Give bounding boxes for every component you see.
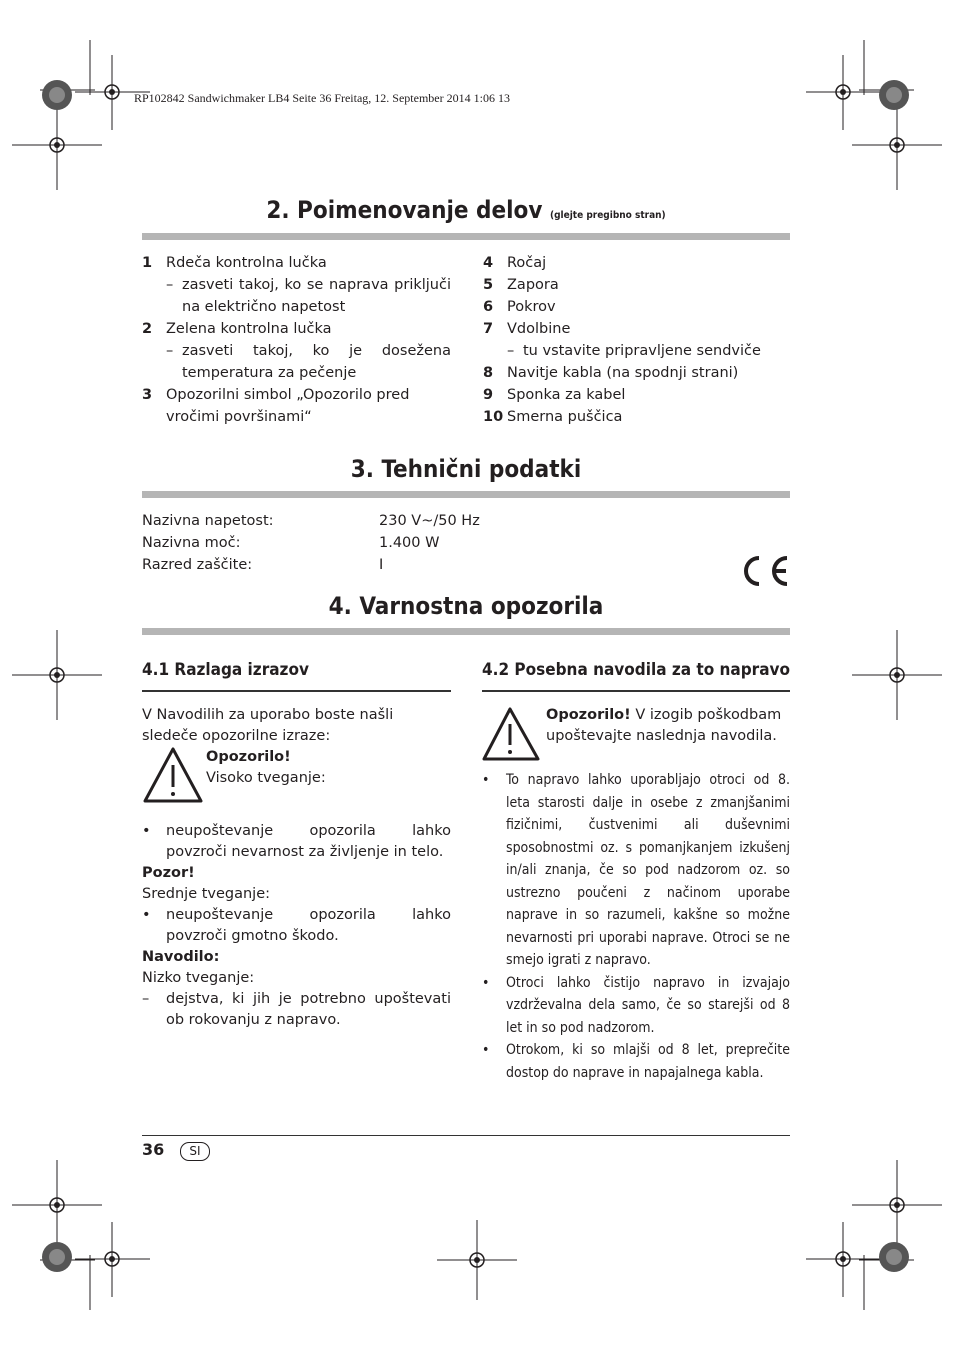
section-2-bar xyxy=(142,233,790,240)
section-4-title: 4. Varnostna opozorila xyxy=(328,592,604,620)
section-3-bar xyxy=(142,491,790,498)
section-2-note: (glejte pregibno stran) xyxy=(549,210,666,221)
section-4-bar xyxy=(142,628,790,635)
spec-table: Nazivna napetost: 230 V~/50 Hz Nazivna moč: 1.400 W Razred zaščite: I xyxy=(142,513,480,573)
print-slug: RP102842 Sandwichmaker LB4 Seite 36 Freitag, 12. September 2014 1:06 13 xyxy=(134,91,510,105)
subsection-4-1-body: V Navodilih za uporabo boste našli sledeče opozorilne izraze: Opozorilo! Visoko tveganje: • neupoštevanje opozorila lahko povzroči nevarnost za življenje in telo. Pozor! Srednje tveganje: • neupoštevanje opozorila lahko povzroči gmotno škodo. Navodilo: Nizko tveganje: – dejstva, ki jih je potrebno upoštevati ob rokovanju z napravo. xyxy=(142,707,451,1028)
subsection-4-2-title: 4.2 Posebna navodila za to napravo xyxy=(482,660,791,680)
subsection-4-2-rule xyxy=(482,690,790,692)
parts-list-right: 4 Ročaj 5 Zapora 6 Pokrov 7 Vdolbine – tu vstavite pripravljene sendviče 8 Navitje kabla (na spodnji strani) 9 Sponka za kabel 10 Smerna puščica xyxy=(483,255,761,425)
parts-list-left: 1 Rdeča kontrolna lučka – zasveti takoj, ko se naprava priključi na električno napetost 2 Zelena kontrolna lučka – zasveti takoj, ko je dosežena temperatura za pečenje 3 Opozorilni simbol „Opozorilo pred vročimi površinami“ xyxy=(142,255,451,425)
section-2-title: 2. Poimenovanje delov (glejte pregibno stran) xyxy=(266,196,666,224)
footer-rule xyxy=(142,1135,790,1136)
section-3-title: 3. Tehnični podatki xyxy=(350,455,582,483)
subsection-4-1-rule xyxy=(142,690,451,692)
warning-triangle-icon xyxy=(142,745,206,809)
page-number: 36 xyxy=(142,1140,165,1159)
ce-mark-icon xyxy=(741,555,791,587)
warning-triangle-icon xyxy=(482,705,546,765)
language-badge: SI xyxy=(180,1142,210,1161)
subsection-4-1-title: 4.1 Razlaga izrazov xyxy=(142,660,309,680)
subsection-4-2-body: Opozorilo! V izogib poškodbam upoštevajte naslednja navodila. • To napravo lahko uporabljajo otroci od 8. leta starosti dalje in osebe z zmanjšanimi fizičnimi, čustvenimi ali duševnimi sposobnostmi oz. s pomanjkanjem izkušenj in/ali znanja, če so pod nadzorom oz. so ustrezno poučeni z načinom uporabe naprave in so razumeli, kakšne so možne nevarnosti pri uporabi naprave. Otroci se ne smejo igrati z napravo. • Otroci lahko čistijo napravo in izvajajo vzdrževalna dela samo, če so starejši od 8 let in so pod nadzorom. • Otrokom, ki so mlajši od 8 let, preprečite dostop do naprave in napajalnega kabla. xyxy=(482,707,790,1081)
